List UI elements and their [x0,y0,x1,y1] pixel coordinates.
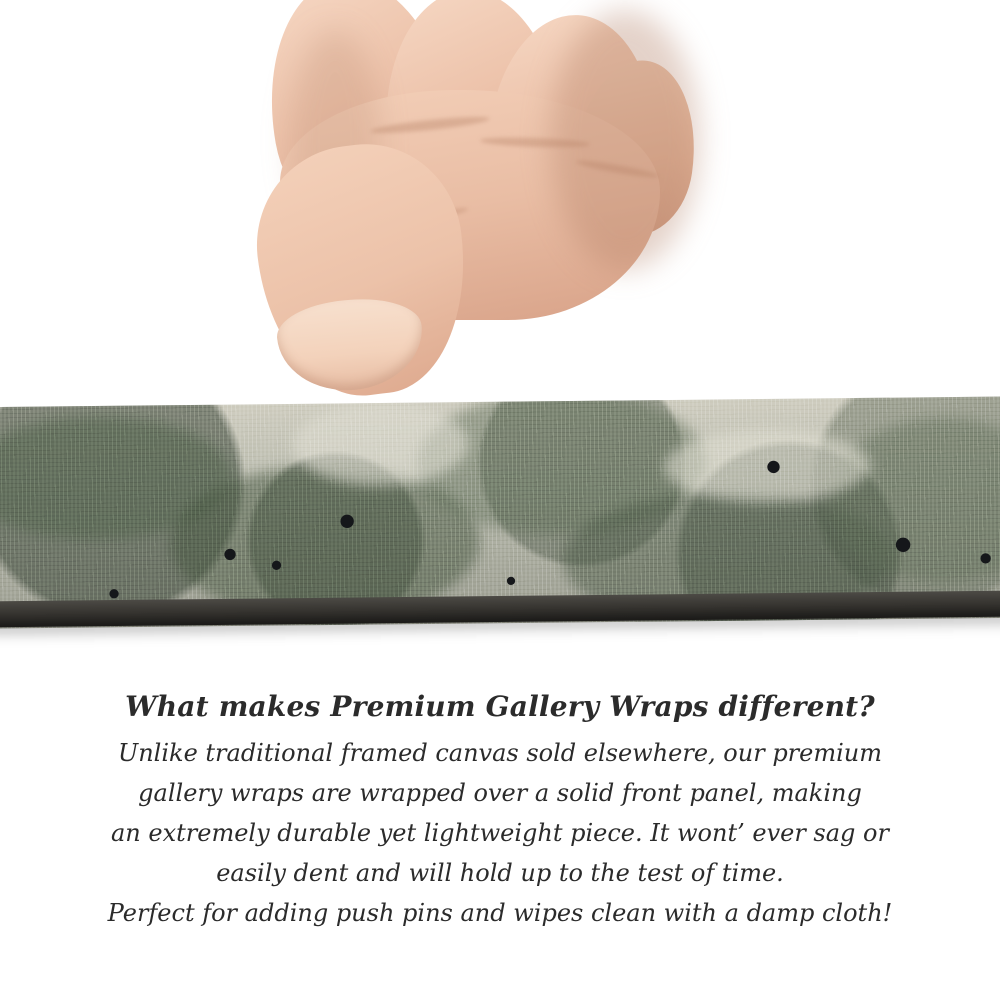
texture-speck [109,589,118,598]
texture-speck [507,577,515,585]
hand-illustration [120,0,680,420]
caption-line: Perfect for adding push pins and wipes clean with a damp cloth! [107,899,893,928]
caption-block [0,690,1000,938]
caption-line: easily dent and will hold up to the test of time. [216,859,784,888]
caption-body [0,737,1000,931]
texture-speck [272,561,281,570]
caption-title: What makes Premium Gallery Wraps different? [125,690,875,723]
texture-speck [767,461,779,473]
caption-line: an extremely durable yet lightweight piece. It wont’ ever sag or [111,819,889,848]
caption-line: gallery wraps are wrapped over a solid front panel, making [138,779,862,808]
texture-speck [980,553,990,563]
caption-line: Unlike traditional framed canvas sold elsewhere, our premium [117,739,882,767]
texture-speck [224,549,235,560]
texture-speck [896,538,911,553]
texture-speck [340,515,354,529]
